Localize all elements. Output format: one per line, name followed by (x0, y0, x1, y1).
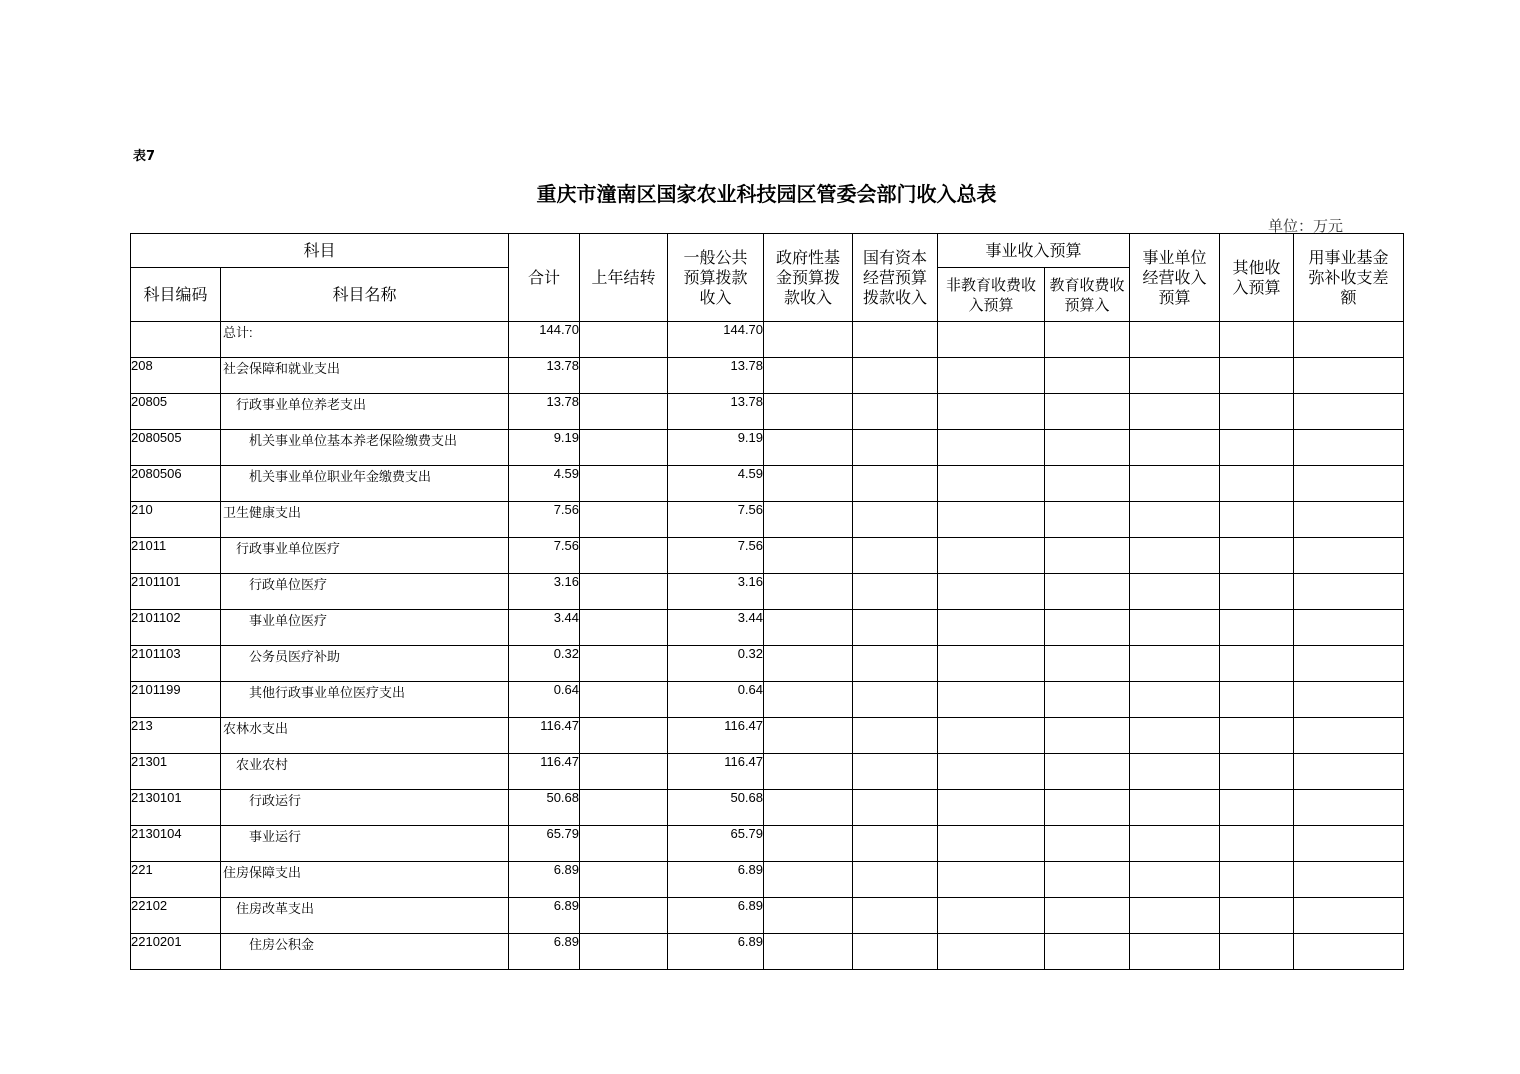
row-general-public: 7.56 (668, 538, 764, 574)
row-state-capital (853, 610, 938, 646)
row-total: 0.64 (509, 682, 580, 718)
row-business-fund (1294, 934, 1404, 970)
row-non-edu-fee (938, 430, 1045, 466)
header-general-public: 一般公共预算拨款收入 (668, 234, 764, 322)
row-total: 7.56 (509, 502, 580, 538)
row-edu-fee (1045, 646, 1130, 682)
row-code: 2080505 (131, 430, 221, 466)
row-non-edu-fee (938, 862, 1045, 898)
row-name: 其他行政事业单位医疗支出 (221, 682, 509, 718)
row-unit-operating (1130, 862, 1220, 898)
row-state-capital (853, 466, 938, 502)
row-code: 20805 (131, 394, 221, 430)
row-total: 4.59 (509, 466, 580, 502)
row-unit-operating (1130, 322, 1220, 358)
row-code (131, 322, 221, 358)
row-other-income (1220, 538, 1294, 574)
row-unit-operating (1130, 826, 1220, 862)
row-state-capital (853, 790, 938, 826)
row-edu-fee (1045, 682, 1130, 718)
row-gov-fund (764, 358, 853, 394)
row-general-public: 9.19 (668, 430, 764, 466)
row-unit-operating (1130, 430, 1220, 466)
row-unit-operating (1130, 358, 1220, 394)
row-general-public: 3.44 (668, 610, 764, 646)
header-subject: 科目 (131, 234, 509, 268)
row-business-fund (1294, 718, 1404, 754)
table-row (131, 862, 1404, 898)
row-carryover (580, 574, 668, 610)
row-unit-operating (1130, 682, 1220, 718)
row-non-edu-fee (938, 790, 1045, 826)
row-edu-fee (1045, 322, 1130, 358)
table-row (131, 790, 1404, 826)
row-state-capital (853, 898, 938, 934)
row-general-public: 13.78 (668, 394, 764, 430)
row-general-public: 144.70 (668, 322, 764, 358)
row-edu-fee (1045, 574, 1130, 610)
row-name: 住房公积金 (221, 934, 509, 970)
row-name: 卫生健康支出 (221, 502, 509, 538)
table-row (131, 466, 1404, 502)
row-code: 2101102 (131, 610, 221, 646)
row-unit-operating (1130, 754, 1220, 790)
row-carryover (580, 394, 668, 430)
row-general-public: 6.89 (668, 898, 764, 934)
row-code: 213 (131, 718, 221, 754)
row-unit-operating (1130, 538, 1220, 574)
row-code: 22102 (131, 898, 221, 934)
row-business-fund (1294, 394, 1404, 430)
row-edu-fee (1045, 430, 1130, 466)
row-general-public: 50.68 (668, 790, 764, 826)
table-row (131, 682, 1404, 718)
row-other-income (1220, 682, 1294, 718)
row-name: 机关事业单位职业年金缴费支出 (221, 466, 509, 502)
row-state-capital (853, 430, 938, 466)
row-edu-fee (1045, 934, 1130, 970)
row-business-fund (1294, 610, 1404, 646)
row-business-fund (1294, 322, 1404, 358)
row-business-fund (1294, 466, 1404, 502)
row-other-income (1220, 790, 1294, 826)
row-business-fund (1294, 502, 1404, 538)
row-carryover (580, 538, 668, 574)
row-name: 公务员医疗补助 (221, 646, 509, 682)
row-code: 2130104 (131, 826, 221, 862)
row-business-fund (1294, 538, 1404, 574)
row-gov-fund (764, 322, 853, 358)
header-edu-fee: 教育收费收预算入 (1045, 268, 1130, 322)
table-row (131, 898, 1404, 934)
row-total: 7.56 (509, 538, 580, 574)
row-non-edu-fee (938, 574, 1045, 610)
row-state-capital (853, 862, 938, 898)
row-carryover (580, 898, 668, 934)
table-row (131, 934, 1404, 970)
row-unit-operating (1130, 790, 1220, 826)
row-general-public: 3.16 (668, 574, 764, 610)
header-other-income: 其他收入预算 (1220, 234, 1294, 322)
row-non-edu-fee (938, 502, 1045, 538)
row-carryover (580, 466, 668, 502)
table-row (131, 646, 1404, 682)
row-code: 21011 (131, 538, 221, 574)
row-name: 住房保障支出 (221, 862, 509, 898)
row-non-edu-fee (938, 754, 1045, 790)
row-non-edu-fee (938, 610, 1045, 646)
row-state-capital (853, 502, 938, 538)
row-name: 社会保障和就业支出 (221, 358, 509, 394)
row-business-fund (1294, 862, 1404, 898)
table-row (131, 826, 1404, 862)
row-total: 50.68 (509, 790, 580, 826)
row-total: 116.47 (509, 718, 580, 754)
row-name: 行政单位医疗 (221, 574, 509, 610)
row-other-income (1220, 358, 1294, 394)
header-gov-fund: 政府性基金预算拨款收入 (764, 234, 853, 322)
income-table (130, 233, 1404, 970)
row-unit-operating (1130, 502, 1220, 538)
row-non-edu-fee (938, 322, 1045, 358)
row-gov-fund (764, 646, 853, 682)
row-general-public: 0.32 (668, 646, 764, 682)
header-total: 合计 (509, 234, 580, 322)
row-state-capital (853, 394, 938, 430)
row-state-capital (853, 358, 938, 394)
row-code: 221 (131, 862, 221, 898)
page-title: 重庆市潼南区国家农业科技园区管委会部门收入总表 (536, 182, 997, 206)
row-state-capital (853, 322, 938, 358)
table-row (131, 538, 1404, 574)
row-state-capital (853, 646, 938, 682)
row-gov-fund (764, 862, 853, 898)
unit-label: 单位：万元 (1268, 217, 1344, 235)
row-state-capital (853, 682, 938, 718)
row-gov-fund (764, 790, 853, 826)
row-code: 21301 (131, 754, 221, 790)
row-unit-operating (1130, 466, 1220, 502)
row-non-edu-fee (938, 718, 1045, 754)
row-business-fund (1294, 790, 1404, 826)
table-row (131, 430, 1404, 466)
row-gov-fund (764, 934, 853, 970)
row-other-income (1220, 898, 1294, 934)
row-carryover (580, 790, 668, 826)
row-name: 行政事业单位医疗 (221, 538, 509, 574)
row-other-income (1220, 826, 1294, 862)
row-business-fund (1294, 682, 1404, 718)
row-carryover (580, 682, 668, 718)
row-name: 农业农村 (221, 754, 509, 790)
row-state-capital (853, 574, 938, 610)
table-number: 表7 (133, 149, 156, 164)
row-general-public: 65.79 (668, 826, 764, 862)
table-row (131, 610, 1404, 646)
row-carryover (580, 358, 668, 394)
row-code: 208 (131, 358, 221, 394)
row-name: 总计: (221, 322, 509, 358)
row-unit-operating (1130, 646, 1220, 682)
row-name: 事业运行 (221, 826, 509, 862)
row-unit-operating (1130, 934, 1220, 970)
row-gov-fund (764, 538, 853, 574)
row-name: 住房改革支出 (221, 898, 509, 934)
row-name: 事业单位医疗 (221, 610, 509, 646)
row-edu-fee (1045, 790, 1130, 826)
row-business-fund (1294, 430, 1404, 466)
row-unit-operating (1130, 610, 1220, 646)
row-gov-fund (764, 682, 853, 718)
row-total: 3.44 (509, 610, 580, 646)
row-total: 144.70 (509, 322, 580, 358)
row-business-fund (1294, 646, 1404, 682)
row-general-public: 6.89 (668, 934, 764, 970)
row-code: 2130101 (131, 790, 221, 826)
table-row (131, 502, 1404, 538)
row-edu-fee (1045, 862, 1130, 898)
row-other-income (1220, 646, 1294, 682)
row-edu-fee (1045, 466, 1130, 502)
row-general-public: 116.47 (668, 718, 764, 754)
table-row (131, 574, 1404, 610)
row-carryover (580, 754, 668, 790)
row-gov-fund (764, 898, 853, 934)
row-business-fund (1294, 898, 1404, 934)
row-edu-fee (1045, 610, 1130, 646)
table-row (131, 754, 1404, 790)
row-gov-fund (764, 430, 853, 466)
row-total: 6.89 (509, 898, 580, 934)
row-gov-fund (764, 466, 853, 502)
header-unit-operating: 事业单位经营收入预算 (1130, 234, 1220, 322)
header-non-edu-fee: 非教育收费收入预算 (938, 268, 1045, 322)
header-state-capital: 国有资本经营预算拨款收入 (853, 234, 938, 322)
row-edu-fee (1045, 502, 1130, 538)
header-subject-name: 科目名称 (221, 268, 509, 322)
row-edu-fee (1045, 538, 1130, 574)
row-non-edu-fee (938, 646, 1045, 682)
row-other-income (1220, 754, 1294, 790)
row-total: 6.89 (509, 934, 580, 970)
table-row (131, 718, 1404, 754)
header-business-fund: 用事业基金弥补收支差额 (1294, 234, 1404, 322)
row-business-fund (1294, 826, 1404, 862)
row-carryover (580, 862, 668, 898)
row-gov-fund (764, 718, 853, 754)
row-non-edu-fee (938, 934, 1045, 970)
row-carryover (580, 826, 668, 862)
table-row (131, 358, 1404, 394)
row-edu-fee (1045, 394, 1130, 430)
row-edu-fee (1045, 718, 1130, 754)
row-carryover (580, 430, 668, 466)
row-business-fund (1294, 574, 1404, 610)
row-unit-operating (1130, 574, 1220, 610)
row-code: 2080506 (131, 466, 221, 502)
row-gov-fund (764, 502, 853, 538)
row-general-public: 4.59 (668, 466, 764, 502)
row-non-edu-fee (938, 826, 1045, 862)
row-edu-fee (1045, 358, 1130, 394)
row-code: 2101103 (131, 646, 221, 682)
row-code: 2101199 (131, 682, 221, 718)
row-non-edu-fee (938, 538, 1045, 574)
row-carryover (580, 646, 668, 682)
row-other-income (1220, 394, 1294, 430)
row-total: 0.32 (509, 646, 580, 682)
row-total: 3.16 (509, 574, 580, 610)
row-unit-operating (1130, 718, 1220, 754)
row-other-income (1220, 718, 1294, 754)
row-other-income (1220, 502, 1294, 538)
row-non-edu-fee (938, 466, 1045, 502)
row-total: 13.78 (509, 394, 580, 430)
row-other-income (1220, 862, 1294, 898)
row-edu-fee (1045, 826, 1130, 862)
header-carryover: 上年结转 (580, 234, 668, 322)
row-code: 2101101 (131, 574, 221, 610)
row-total: 116.47 (509, 754, 580, 790)
row-edu-fee (1045, 898, 1130, 934)
row-carryover (580, 502, 668, 538)
row-unit-operating (1130, 898, 1220, 934)
row-non-edu-fee (938, 394, 1045, 430)
row-carryover (580, 934, 668, 970)
row-code: 210 (131, 502, 221, 538)
header-business-income: 事业收入预算 (938, 234, 1130, 268)
row-state-capital (853, 754, 938, 790)
row-general-public: 116.47 (668, 754, 764, 790)
header-subject-code: 科目编码 (131, 268, 221, 322)
row-gov-fund (764, 610, 853, 646)
row-carryover (580, 718, 668, 754)
table-row (131, 322, 1404, 358)
row-other-income (1220, 322, 1294, 358)
row-general-public: 13.78 (668, 358, 764, 394)
row-state-capital (853, 826, 938, 862)
row-total: 65.79 (509, 826, 580, 862)
row-edu-fee (1045, 754, 1130, 790)
row-total: 6.89 (509, 862, 580, 898)
row-state-capital (853, 718, 938, 754)
table-row (131, 394, 1404, 430)
row-other-income (1220, 934, 1294, 970)
row-business-fund (1294, 358, 1404, 394)
row-gov-fund (764, 574, 853, 610)
row-total: 9.19 (509, 430, 580, 466)
row-non-edu-fee (938, 682, 1045, 718)
row-name: 机关事业单位基本养老保险缴费支出 (221, 430, 509, 466)
row-state-capital (853, 934, 938, 970)
row-gov-fund (764, 826, 853, 862)
row-gov-fund (764, 394, 853, 430)
row-gov-fund (764, 754, 853, 790)
row-other-income (1220, 610, 1294, 646)
row-state-capital (853, 538, 938, 574)
row-non-edu-fee (938, 358, 1045, 394)
row-business-fund (1294, 754, 1404, 790)
row-other-income (1220, 466, 1294, 502)
row-general-public: 6.89 (668, 862, 764, 898)
row-other-income (1220, 574, 1294, 610)
row-name: 农林水支出 (221, 718, 509, 754)
row-name: 行政运行 (221, 790, 509, 826)
row-unit-operating (1130, 394, 1220, 430)
row-carryover (580, 322, 668, 358)
row-code: 2210201 (131, 934, 221, 970)
row-general-public: 7.56 (668, 502, 764, 538)
row-other-income (1220, 430, 1294, 466)
row-name: 行政事业单位养老支出 (221, 394, 509, 430)
row-carryover (580, 610, 668, 646)
row-general-public: 0.64 (668, 682, 764, 718)
row-total: 13.78 (509, 358, 580, 394)
row-non-edu-fee (938, 898, 1045, 934)
